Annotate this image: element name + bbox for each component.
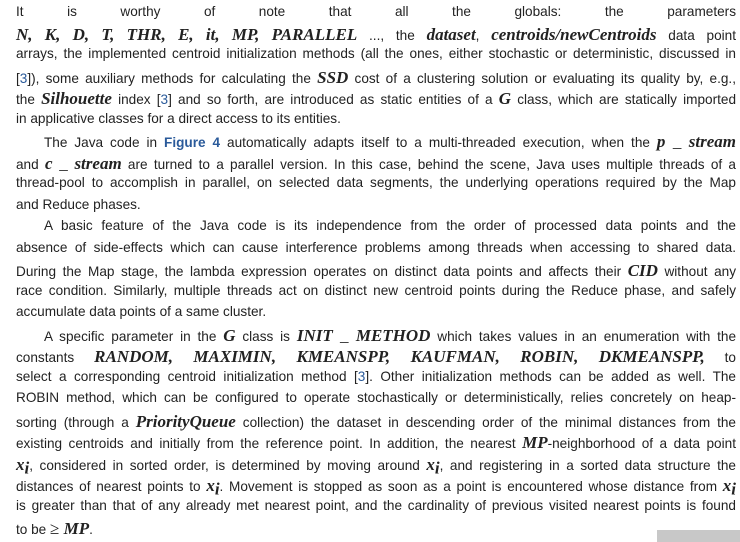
text-run: race condition. Similarly, multiple threads act on distinct new centroid points during the Reduce phase, and safely <box>16 283 736 298</box>
math-text: dataset <box>426 25 476 44</box>
text-line <box>16 304 736 319</box>
text-line <box>16 283 736 298</box>
text-run: index [ <box>111 92 161 107</box>
text-line <box>16 89 736 109</box>
text-run: A basic feature of the Java code is its independence from the order of processed data points and the <box>44 218 736 233</box>
text-run: are turned to a parallel version. In this case, behind the scene, Java uses multiple threads of a <box>121 157 736 172</box>
text-run: ..., the <box>357 28 427 43</box>
text-line <box>16 25 736 45</box>
math-text: RANDOM, MAXIMIN, KMEANSPP, KAUFMAN, ROBIN, DKMEANSPP, <box>94 347 705 366</box>
math-text: x <box>722 476 732 495</box>
math-text: MP <box>522 433 548 452</box>
text-line <box>16 175 736 190</box>
text-run: arrays, the implemented centroid initialization methods (all the ones, either stochastic or deterministic, discussed in <box>16 46 736 61</box>
text-run: without any <box>657 264 737 279</box>
math-text: ≥ <box>50 519 64 538</box>
text-line <box>16 433 736 453</box>
text-run: to be <box>16 522 51 537</box>
text-run: ]. Other initialization methods can be added as well. The <box>365 369 736 384</box>
text-run: class, which are statically imported <box>511 92 737 107</box>
text-line <box>16 476 736 500</box>
citation-link[interactable]: 3 <box>357 369 366 384</box>
figure-link[interactable]: Figure 4 <box>164 135 221 150</box>
text-line <box>16 218 736 233</box>
text-run: The Java code in <box>44 135 165 150</box>
text-line <box>16 154 736 174</box>
math-text: stream <box>688 132 736 151</box>
text-run: select a corresponding centroid initialization method [ <box>16 369 358 384</box>
math-text: _ <box>332 326 356 345</box>
text-run: class is <box>235 329 297 344</box>
math-text: N, K, D, T, THR, E, it, MP, PARALLEL <box>16 25 358 44</box>
text-run: . Movement is stopped as soon as a point is encountered whose distance from <box>219 479 723 494</box>
math-text: i <box>214 479 220 499</box>
text-line <box>16 132 736 152</box>
math-text: i <box>24 458 30 478</box>
text-run: the <box>16 92 42 107</box>
text-run: . <box>89 522 93 537</box>
math-text: CID <box>627 261 658 280</box>
text-line <box>16 519 736 539</box>
text-run: ]), some auxiliary methods for calculating the <box>27 71 318 86</box>
text-run: and <box>16 157 45 172</box>
text-run: ] and so forth, are introduced as static entities of a <box>168 92 499 107</box>
text-line <box>16 498 736 513</box>
text-run: and Reduce phases. <box>16 197 141 212</box>
text-line <box>16 240 736 255</box>
math-text: G <box>223 326 236 345</box>
text-run: accumulate data points of a same cluster. <box>16 304 267 319</box>
text-line <box>16 412 736 432</box>
text-run: , considered in sorted order, is determined by moving around <box>29 458 427 473</box>
text-line <box>16 46 736 61</box>
text-line <box>16 369 736 384</box>
math-text: x <box>426 455 435 474</box>
math-text: i <box>731 479 736 499</box>
math-text: G <box>498 89 512 108</box>
text-run: thread-pool to accomplish in parallel, on selected data segments, the underlying operations required by the Map <box>16 175 736 190</box>
text-run: automatically adapts itself to a multi-threaded execution, when the <box>220 135 657 150</box>
citation-link[interactable]: 3 <box>19 71 28 86</box>
text-run: absence of side-effects which can cause interference problems among threads when accessing to shared data. <box>16 240 736 255</box>
text-run: to <box>704 350 736 365</box>
text-run: A specific parameter in the <box>44 329 224 344</box>
text-run: , <box>475 28 492 43</box>
math-text: x <box>16 455 25 474</box>
text-line <box>16 111 736 126</box>
text-run: sorting (through a <box>16 415 136 430</box>
citation-link[interactable]: 3 <box>160 92 169 107</box>
text-run: is greater than that of any already met nearest point, and the cardinality of previous visited nearest points is found <box>16 498 736 513</box>
text-run: -neighborhood of a data point <box>547 436 736 451</box>
text-run: existing centroids and initially from the reference point. In addition, the nearest <box>16 436 523 451</box>
text-line <box>16 4 736 19</box>
math-text: METHOD <box>355 326 431 345</box>
math-text: _ <box>665 132 689 151</box>
text-line <box>16 261 736 281</box>
math-text: p <box>656 132 666 151</box>
math-text: MP <box>63 519 90 538</box>
math-text: i <box>434 458 440 478</box>
text-run: constants <box>16 350 95 365</box>
math-text: PriorityQueue <box>135 412 236 431</box>
text-run: During the Map stage, the lambda expression operates on distinct data points and affects their <box>16 264 628 279</box>
math-text: _ <box>52 154 75 173</box>
text-line <box>16 390 736 405</box>
text-line <box>16 197 736 212</box>
text-line <box>16 68 736 88</box>
math-text: centroids/newCentroids <box>491 25 657 44</box>
text-run: , and registering in a sorted data structure the <box>439 458 736 473</box>
math-text: Silhouette <box>41 89 112 108</box>
horizontal-scrollbar[interactable] <box>657 530 740 542</box>
math-text: stream <box>74 154 122 173</box>
math-text: SSD <box>317 68 349 87</box>
math-text: x <box>206 476 215 495</box>
text-run: in applicative classes for a direct access to its entities. <box>16 111 341 126</box>
text-run: which takes values in an enumeration with the <box>430 329 737 344</box>
text-run: ROBIN method, which can be configured to operate stochastically or deterministically, relies concretely on heap- <box>16 390 736 405</box>
text-run: distances of nearest points to <box>16 479 207 494</box>
math-text: c <box>44 154 53 173</box>
math-text: INIT <box>296 326 333 345</box>
text-run: data point <box>656 28 736 43</box>
text-run: collection) the dataset in descending order of the minimal distances from the <box>235 415 736 430</box>
text-line <box>16 347 736 367</box>
text-line <box>16 326 736 346</box>
text-run: It is worthy of note that all the globals: the parameters <box>16 4 736 19</box>
text-run: [ <box>16 71 20 86</box>
text-run: cost of a clustering solution or evaluating its quality by, e.g., <box>348 71 736 86</box>
